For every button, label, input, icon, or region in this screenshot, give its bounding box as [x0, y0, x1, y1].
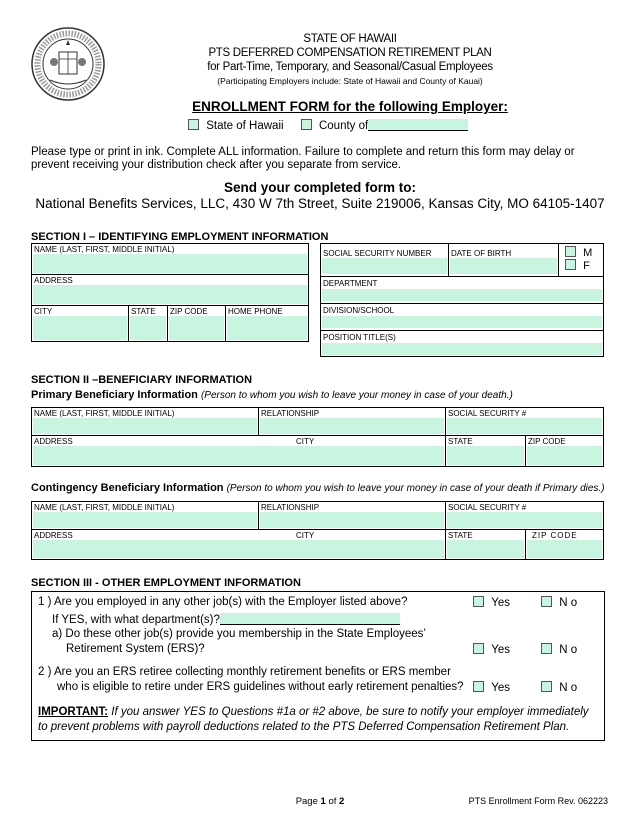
- dob-field[interactable]: [450, 258, 557, 274]
- important-notice: [38, 705, 598, 735]
- header-participating: (Participating Employers include: State of Hawaii and County of Kauai): [217, 76, 483, 86]
- q1a-yes-option: [473, 643, 510, 656]
- department-field[interactable]: [322, 289, 602, 301]
- county-checkbox[interactable]: [301, 119, 312, 130]
- primary-ssn-label: SOCIAL SECURITY #: [448, 409, 527, 418]
- primary-zip-cell: [526, 436, 604, 467]
- contingent-name-cell: [32, 502, 259, 530]
- employee-city-label: CITY: [34, 307, 53, 316]
- q1a-yes-checkbox[interactable]: [473, 643, 484, 654]
- section-1-title: SECTION I – IDENTIFYING EMPLOYMENT INFORMATION: [31, 231, 329, 243]
- employee-zip-label: ZIP CODE: [170, 307, 208, 316]
- employee-phone-cell: [226, 306, 309, 342]
- ssn-cell: [321, 244, 449, 277]
- primary-relationship-cell: [259, 408, 446, 436]
- primary-ssn-field[interactable]: [447, 418, 602, 434]
- contingent-beneficiary-table: [31, 501, 604, 560]
- employee-state-field[interactable]: [130, 316, 166, 340]
- employee-name-cell: [32, 244, 309, 275]
- ssn-label: SOCIAL SECURITY NUMBER: [323, 249, 432, 258]
- employee-state-label: STATE: [131, 307, 156, 316]
- department-cell: [321, 277, 604, 304]
- form-title: ENROLLMENT FORM for the following Employer:: [192, 99, 508, 114]
- employee-name-label: NAME (LAST, FIRST, MIDDLE INITIAL): [34, 245, 175, 254]
- primary-name-label: NAME (LAST, FIRST, MIDDLE INITIAL): [34, 409, 175, 418]
- department-label: DEPARTMENT: [323, 279, 378, 288]
- primary-address-field[interactable]: [33, 446, 444, 465]
- primary-beneficiary-table: [31, 407, 604, 467]
- q2-yes-checkbox[interactable]: [473, 681, 484, 692]
- question-1a-line1: a) Do these other job(s) provide you membership in the State Employees’: [52, 628, 426, 640]
- q1-no-option: [541, 596, 577, 609]
- contingent-name-label: NAME (LAST, FIRST, MIDDLE INITIAL): [34, 503, 175, 512]
- send-to-heading: Send your completed form to:: [223, 180, 416, 195]
- primary-zip-label: ZIP CODE: [528, 437, 566, 446]
- primary-name-field[interactable]: [33, 418, 257, 434]
- primary-beneficiary-title: Primary Beneficiary Information: [31, 389, 198, 401]
- position-label: POSITION TITLE(S): [323, 333, 396, 342]
- q2-yes-label: Yes: [491, 682, 510, 694]
- intro-instructions: Please type or print in ink. Complete ALL information. Failure to complete and return this form may delay or prevent receiving your distribution check after you separate from service.: [31, 146, 575, 171]
- q1a-no-option: [541, 643, 577, 656]
- primary-zip-field[interactable]: [527, 446, 602, 465]
- header-plan-name: PTS DEFERRED COMPENSATION RETIREMENT PLAN: [208, 47, 492, 59]
- page-total: 2: [339, 796, 345, 807]
- form-revision: PTS Enrollment Form Rev. 062223: [468, 796, 608, 806]
- county-label: County of: [318, 120, 369, 132]
- important-label: IMPORTANT:: [38, 706, 109, 718]
- primary-relationship-label: RELATIONSHIP: [261, 409, 320, 418]
- contingent-address-label-row: [32, 530, 445, 540]
- contingent-beneficiary-title: Contingency Beneficiary Information: [31, 482, 224, 494]
- employee-address-cell: [32, 275, 309, 306]
- q2-yes-option: [473, 681, 510, 694]
- contingent-zip-field[interactable]: [527, 540, 602, 558]
- male-checkbox[interactable]: [565, 246, 576, 257]
- female-checkbox[interactable]: [565, 259, 576, 270]
- employee-state-cell: [129, 306, 168, 342]
- q1-yes-label: Yes: [491, 597, 510, 609]
- contingent-beneficiary-heading: [31, 482, 605, 494]
- contingent-state-cell: [446, 530, 526, 560]
- q1-followup-label: If YES, with what department(s)?: [52, 614, 220, 626]
- primary-city-label: CITY: [296, 437, 315, 446]
- contingent-address-label: ADDRESS: [34, 531, 73, 540]
- contingent-ssn-label: SOCIAL SECURITY #: [448, 503, 527, 512]
- section-1-right-table: [320, 243, 604, 357]
- state-of-hawaii-checkbox[interactable]: [188, 119, 199, 130]
- state-seal-logo: [30, 26, 106, 102]
- employee-zip-cell: [168, 306, 226, 342]
- page-prefix: Page: [295, 796, 321, 807]
- primary-address-label-row: [32, 436, 445, 446]
- employer-options: [188, 119, 468, 132]
- primary-address-label: ADDRESS: [34, 437, 73, 446]
- employee-city-cell: [32, 306, 129, 342]
- state-of-hawaii-label: State of Hawaii: [206, 120, 284, 132]
- contingent-relationship-label: RELATIONSHIP: [261, 503, 320, 512]
- employee-address-label: ADDRESS: [34, 276, 73, 285]
- position-field[interactable]: [322, 343, 602, 355]
- contingent-beneficiary-note: (Person to whom you wish to leave your money in case of your death if Primary dies.): [226, 483, 605, 494]
- contingent-ssn-cell: [446, 502, 604, 530]
- contingent-city-label: CITY: [296, 531, 315, 540]
- contingent-state-field[interactable]: [447, 540, 524, 558]
- contingent-ssn-field[interactable]: [447, 512, 602, 528]
- female-label: F: [583, 260, 590, 272]
- header-state: STATE OF HAWAII: [303, 33, 397, 45]
- employee-address-field[interactable]: [33, 285, 307, 304]
- send-to-address: National Benefits Services, LLC, 430 W 7th Street, Suite 219006, Kansas City, MO 64105-1407: [35, 196, 605, 211]
- employee-zip-field[interactable]: [169, 316, 224, 340]
- division-field[interactable]: [322, 316, 602, 328]
- question-1a-line2: Retirement System (ERS)?: [66, 643, 205, 655]
- position-cell: [321, 331, 604, 357]
- question-1-followup: [52, 613, 400, 626]
- employee-city-field[interactable]: [33, 316, 127, 340]
- ssn-field[interactable]: [322, 258, 447, 274]
- employee-phone-label: HOME PHONE: [228, 307, 283, 316]
- primary-state-cell: [446, 436, 526, 467]
- primary-relationship-field[interactable]: [260, 418, 444, 434]
- q1a-no-checkbox[interactable]: [541, 643, 552, 654]
- primary-beneficiary-note: (Person to whom you wish to leave your money in case of your death.): [200, 390, 513, 401]
- contingent-zip-label: ZIP CODE: [532, 531, 578, 540]
- dob-label: DATE OF BIRTH: [451, 249, 512, 258]
- employee-name-field[interactable]: [33, 254, 307, 273]
- primary-state-field[interactable]: [447, 446, 524, 465]
- q2-no-option: [541, 681, 577, 694]
- contingent-name-field[interactable]: [33, 512, 257, 528]
- contingent-relationship-field[interactable]: [260, 512, 444, 528]
- q1a-yes-label: Yes: [491, 644, 510, 656]
- q2-no-checkbox[interactable]: [541, 681, 552, 692]
- division-label: DIVISION/SCHOOL: [323, 306, 395, 315]
- contingent-address-field[interactable]: [33, 540, 444, 558]
- primary-ssn-cell: [446, 408, 604, 436]
- male-label: M: [583, 247, 593, 259]
- header-subtitle: for Part-Time, Temporary, and Seasonal/Casual Employees: [207, 61, 493, 73]
- county-name-field[interactable]: [368, 119, 468, 131]
- question-1: 1 ) Are you employed in any other job(s) with the Employer listed above?: [38, 596, 408, 608]
- contingent-relationship-cell: [259, 502, 446, 530]
- q1-no-label: N o: [559, 597, 578, 609]
- contingent-address-cell: [32, 530, 446, 560]
- section-2-title: SECTION II –BENEFICIARY INFORMATION: [31, 374, 253, 386]
- primary-address-cell: [32, 436, 446, 467]
- contingent-zip-cell: [526, 530, 604, 560]
- other-department-field[interactable]: [220, 613, 400, 625]
- page-of: of: [325, 796, 340, 807]
- q1-yes-checkbox[interactable]: [473, 596, 484, 607]
- q1-no-checkbox[interactable]: [541, 596, 552, 607]
- employee-phone-field[interactable]: [227, 316, 307, 340]
- q1a-no-label: N o: [559, 644, 578, 656]
- question-2-line1: 2 ) Are you an ERS retiree collecting monthly retirement benefits or ERS member: [38, 666, 451, 678]
- important-text: If you answer YES to Questions #1a or #2 above, be sure to notify your employer immediately to prevent problems with payroll deductions related to the PTS Deferred Compensation Retirement Plan.: [38, 706, 589, 733]
- section-3-title: SECTION III - OTHER EMPLOYMENT INFORMATION: [31, 577, 301, 589]
- primary-beneficiary-heading: [31, 389, 513, 401]
- contingent-state-label: STATE: [448, 531, 473, 540]
- primary-state-label: STATE: [448, 437, 473, 446]
- dob-cell: [449, 244, 559, 277]
- page-current: 1: [320, 796, 326, 807]
- other-employment-box: [31, 591, 605, 741]
- q1-yes-option: [473, 596, 510, 609]
- section-1-left-table: [31, 243, 309, 342]
- division-cell: [321, 304, 604, 331]
- gender-cell: [559, 244, 604, 277]
- q2-no-label: N o: [559, 682, 578, 694]
- primary-name-cell: [32, 408, 259, 436]
- question-2-line2: who is eligible to retire under ERS guidelines without early retirement penalties?: [57, 681, 464, 693]
